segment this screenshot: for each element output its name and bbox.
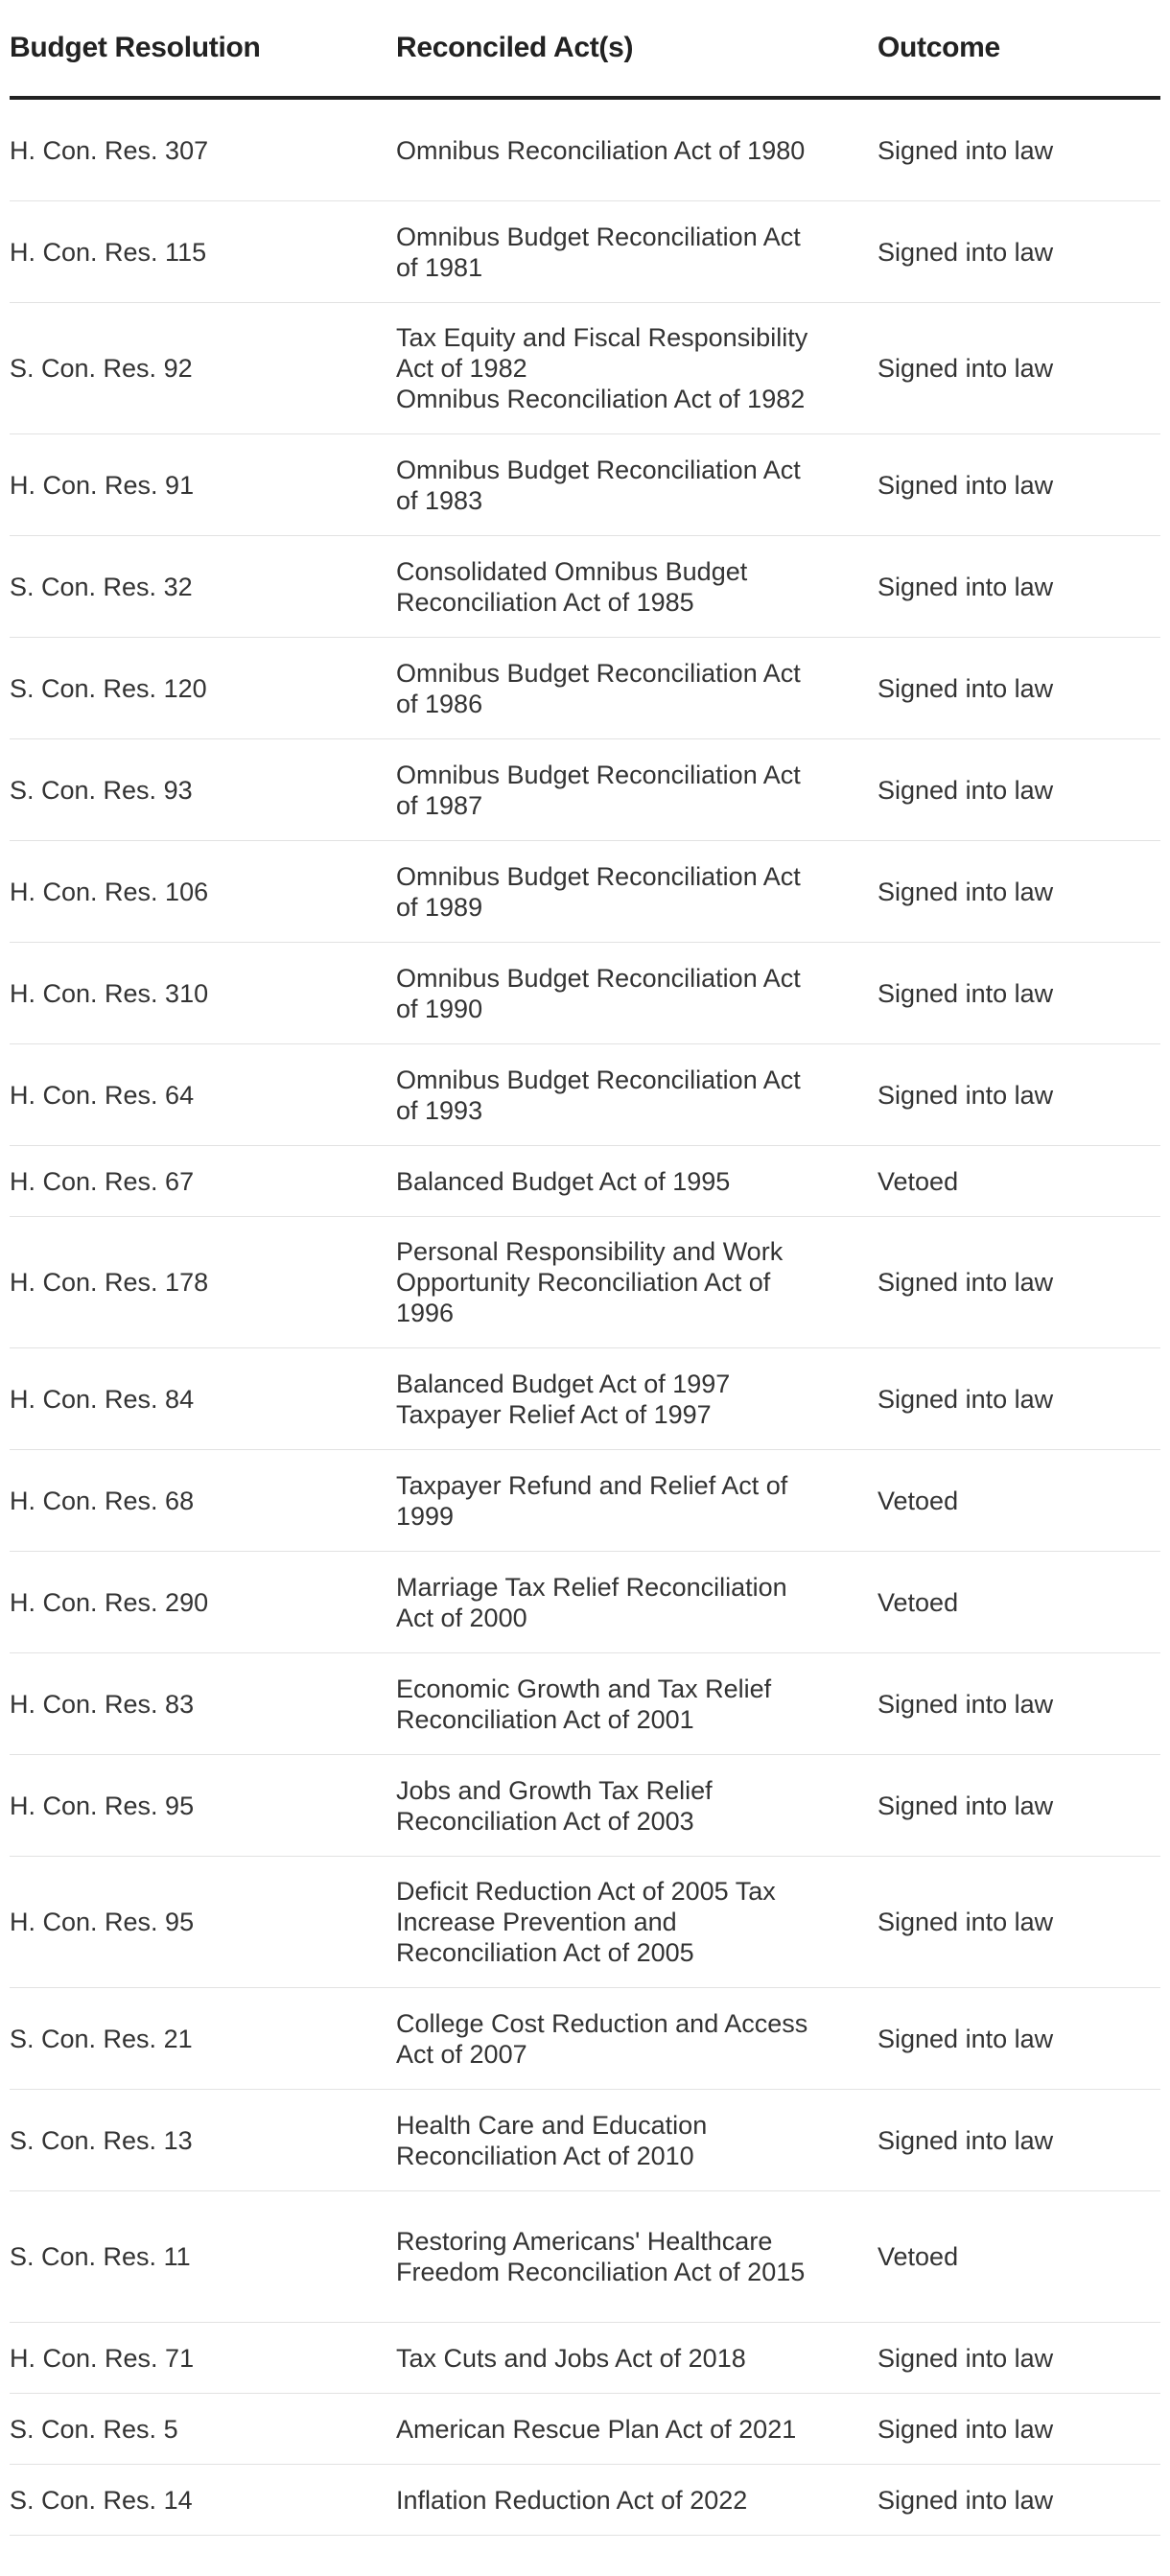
cell-outcome: Signed into law [878,1988,1160,2090]
act-name: Omnibus Budget Reconciliation Act of 1981 [396,222,801,282]
cell-outcome: Signed into law [878,1653,1160,1755]
cell-reconciled-acts [396,1755,878,1857]
table-row [10,1653,1160,1755]
acts-list [396,222,818,283]
acts-list [396,556,818,618]
cell-reconciled-acts [396,2394,878,2465]
table-row [10,536,1160,638]
cell-budget-resolution: S. Con. Res. 5 [10,2394,396,2465]
table-body [10,98,1160,2536]
table-row [10,2465,1160,2536]
cell-budget-resolution: H. Con. Res. 290 [10,1552,396,1653]
act-name: Inflation Reduction Act of 2022 [396,2485,748,2515]
act-name: Omnibus Budget Reconciliation Act of 1993 [396,1065,801,1125]
cell-budget-resolution: H. Con. Res. 310 [10,943,396,1044]
header-row [10,0,1160,98]
table-row [10,1348,1160,1450]
table-row [10,1857,1160,1988]
act-name: College Cost Reduction and Access Act of 2007 [396,2008,808,2069]
cell-reconciled-acts [396,739,878,841]
act-name: Omnibus Budget Reconciliation Act of 1987 [396,760,801,820]
cell-outcome: Signed into law [878,98,1160,201]
cell-reconciled-acts [396,201,878,303]
header-reconciled-acts: Reconciled Act(s) [396,0,878,98]
cell-budget-resolution: H. Con. Res. 68 [10,1450,396,1552]
act-name: Balanced Budget Act of 1997 [396,1369,731,1398]
act-name: Omnibus Budget Reconciliation Act of 1990 [396,963,801,1023]
acts-list [396,2485,818,2516]
acts-list [396,2414,818,2445]
table-row [10,1755,1160,1857]
act-name: American Rescue Plan Act of 2021 [396,2414,797,2444]
acts-list [396,1236,818,1328]
acts-list [396,1065,818,1126]
cell-budget-resolution: H. Con. Res. 95 [10,1857,396,1988]
act-name: Health Care and Education Reconciliation Act of 2010 [396,2110,708,2170]
cell-outcome: Signed into law [878,739,1160,841]
cell-reconciled-acts [396,434,878,536]
cell-reconciled-acts [396,1857,878,1988]
table-row [10,739,1160,841]
cell-outcome: Signed into law [878,1755,1160,1857]
acts-list [396,2343,818,2374]
table-row [10,1217,1160,1348]
cell-outcome: Vetoed [878,1552,1160,1653]
act-name: Personal Responsibility and Work Opportunity Reconciliation Act of 1996 [396,1237,784,1327]
acts-list [396,2008,818,2070]
act-name: Restoring Americans' Healthcare Freedom Reconciliation Act of 2015 [396,2227,806,2286]
cell-budget-resolution: H. Con. Res. 91 [10,434,396,536]
cell-budget-resolution: S. Con. Res. 92 [10,303,396,434]
cell-budget-resolution: S. Con. Res. 32 [10,536,396,638]
acts-list [396,1876,818,1968]
cell-outcome: Signed into law [878,536,1160,638]
header-outcome: Outcome [878,0,1160,98]
act-name: Jobs and Growth Tax Relief Reconciliation Act of 2003 [396,1775,713,1836]
table-header [10,0,1160,98]
table-row [10,1552,1160,1653]
table-row [10,638,1160,739]
table-row [10,1450,1160,1552]
cell-budget-resolution: S. Con. Res. 11 [10,2191,396,2323]
acts-list [396,2226,818,2287]
table-row [10,201,1160,303]
cell-reconciled-acts [396,303,878,434]
table-row [10,1988,1160,2090]
header-budget-resolution: Budget Resolution [10,0,396,98]
act-name: Omnibus Reconciliation Act of 1982 [396,385,806,413]
acts-list [396,760,818,821]
cell-budget-resolution: S. Con. Res. 21 [10,1988,396,2090]
act-name: Omnibus Budget Reconciliation Act of 1986 [396,658,801,718]
cell-reconciled-acts [396,1217,878,1348]
cell-reconciled-acts [396,1146,878,1217]
cell-budget-resolution: H. Con. Res. 95 [10,1755,396,1857]
table-row [10,943,1160,1044]
table-row [10,98,1160,201]
cell-outcome: Vetoed [878,1146,1160,1217]
cell-outcome: Signed into law [878,943,1160,1044]
cell-reconciled-acts [396,98,878,201]
cell-outcome: Signed into law [878,1857,1160,1988]
cell-budget-resolution: S. Con. Res. 14 [10,2465,396,2536]
table-row [10,1146,1160,1217]
acts-list [396,135,818,166]
act-name: Balanced Budget Act of 1995 [396,1166,731,1196]
acts-list [396,658,818,719]
acts-list [396,2110,818,2171]
acts-list [396,861,818,923]
act-name: Taxpayer Refund and Relief Act of 1999 [396,1470,788,1531]
cell-budget-resolution: H. Con. Res. 71 [10,2323,396,2394]
cell-reconciled-acts [396,2465,878,2536]
cell-budget-resolution: S. Con. Res. 13 [10,2090,396,2191]
cell-reconciled-acts [396,943,878,1044]
acts-list [396,455,818,516]
acts-list [396,963,818,1024]
cell-outcome: Signed into law [878,1348,1160,1450]
cell-outcome: Signed into law [878,2465,1160,2536]
table-row [10,841,1160,943]
table-row [10,2323,1160,2394]
acts-list [396,1369,818,1430]
cell-reconciled-acts [396,638,878,739]
table-row [10,2090,1160,2191]
cell-reconciled-acts [396,1988,878,2090]
act-name: Omnibus Budget Reconciliation Act of 1989 [396,861,801,922]
cell-reconciled-acts [396,1653,878,1755]
act-name: Marriage Tax Relief Reconciliation Act of 2000 [396,1572,787,1632]
cell-outcome: Signed into law [878,638,1160,739]
cell-outcome: Signed into law [878,201,1160,303]
table-row [10,1044,1160,1146]
cell-reconciled-acts [396,1044,878,1146]
acts-list [396,322,818,414]
cell-reconciled-acts [396,1348,878,1450]
acts-list [396,1470,818,1532]
table-row [10,303,1160,434]
cell-outcome: Vetoed [878,1450,1160,1552]
cell-outcome: Signed into law [878,303,1160,434]
cell-outcome: Signed into law [878,1217,1160,1348]
cell-outcome: Signed into law [878,2394,1160,2465]
table-row [10,2191,1160,2323]
cell-budget-resolution: H. Con. Res. 106 [10,841,396,943]
cell-budget-resolution: H. Con. Res. 83 [10,1653,396,1755]
cell-budget-resolution: H. Con. Res. 67 [10,1146,396,1217]
cell-budget-resolution: H. Con. Res. 307 [10,98,396,201]
cell-reconciled-acts [396,2191,878,2323]
acts-list [396,1775,818,1837]
cell-reconciled-acts [396,1450,878,1552]
cell-reconciled-acts [396,536,878,638]
cell-outcome: Signed into law [878,434,1160,536]
cell-outcome: Signed into law [878,841,1160,943]
cell-reconciled-acts [396,1552,878,1653]
act-name: Taxpayer Relief Act of 1997 [396,1399,712,1429]
cell-outcome: Signed into law [878,2090,1160,2191]
act-name: Omnibus Budget Reconciliation Act of 1983 [396,455,801,515]
cell-budget-resolution: S. Con. Res. 93 [10,739,396,841]
reconciliation-table [10,0,1160,2536]
cell-budget-resolution: H. Con. Res. 115 [10,201,396,303]
acts-list [396,1674,818,1735]
act-name: Consolidated Omnibus Budget Reconciliation Act of 1985 [396,556,748,617]
cell-budget-resolution: S. Con. Res. 120 [10,638,396,739]
act-name: Deficit Reduction Act of 2005 Tax Increase Prevention and Reconciliation Act of 2005 [396,1877,776,1967]
acts-list [396,1572,818,1633]
cell-outcome: Signed into law [878,2323,1160,2394]
act-name: Tax Equity and Fiscal Responsibility Act of 1982 [396,323,808,383]
table-row [10,2394,1160,2465]
cell-reconciled-acts [396,2323,878,2394]
table-row [10,434,1160,536]
cell-budget-resolution: H. Con. Res. 64 [10,1044,396,1146]
act-name: Tax Cuts and Jobs Act of 2018 [396,2343,746,2373]
cell-reconciled-acts [396,841,878,943]
acts-list [396,1166,818,1197]
cell-budget-resolution: H. Con. Res. 178 [10,1217,396,1348]
act-name: Omnibus Reconciliation Act of 1980 [396,135,806,165]
cell-reconciled-acts [396,2090,878,2191]
cell-outcome: Signed into law [878,1044,1160,1146]
cell-outcome: Vetoed [878,2191,1160,2323]
cell-budget-resolution: H. Con. Res. 84 [10,1348,396,1450]
act-name: Economic Growth and Tax Relief Reconciliation Act of 2001 [396,1674,772,1734]
